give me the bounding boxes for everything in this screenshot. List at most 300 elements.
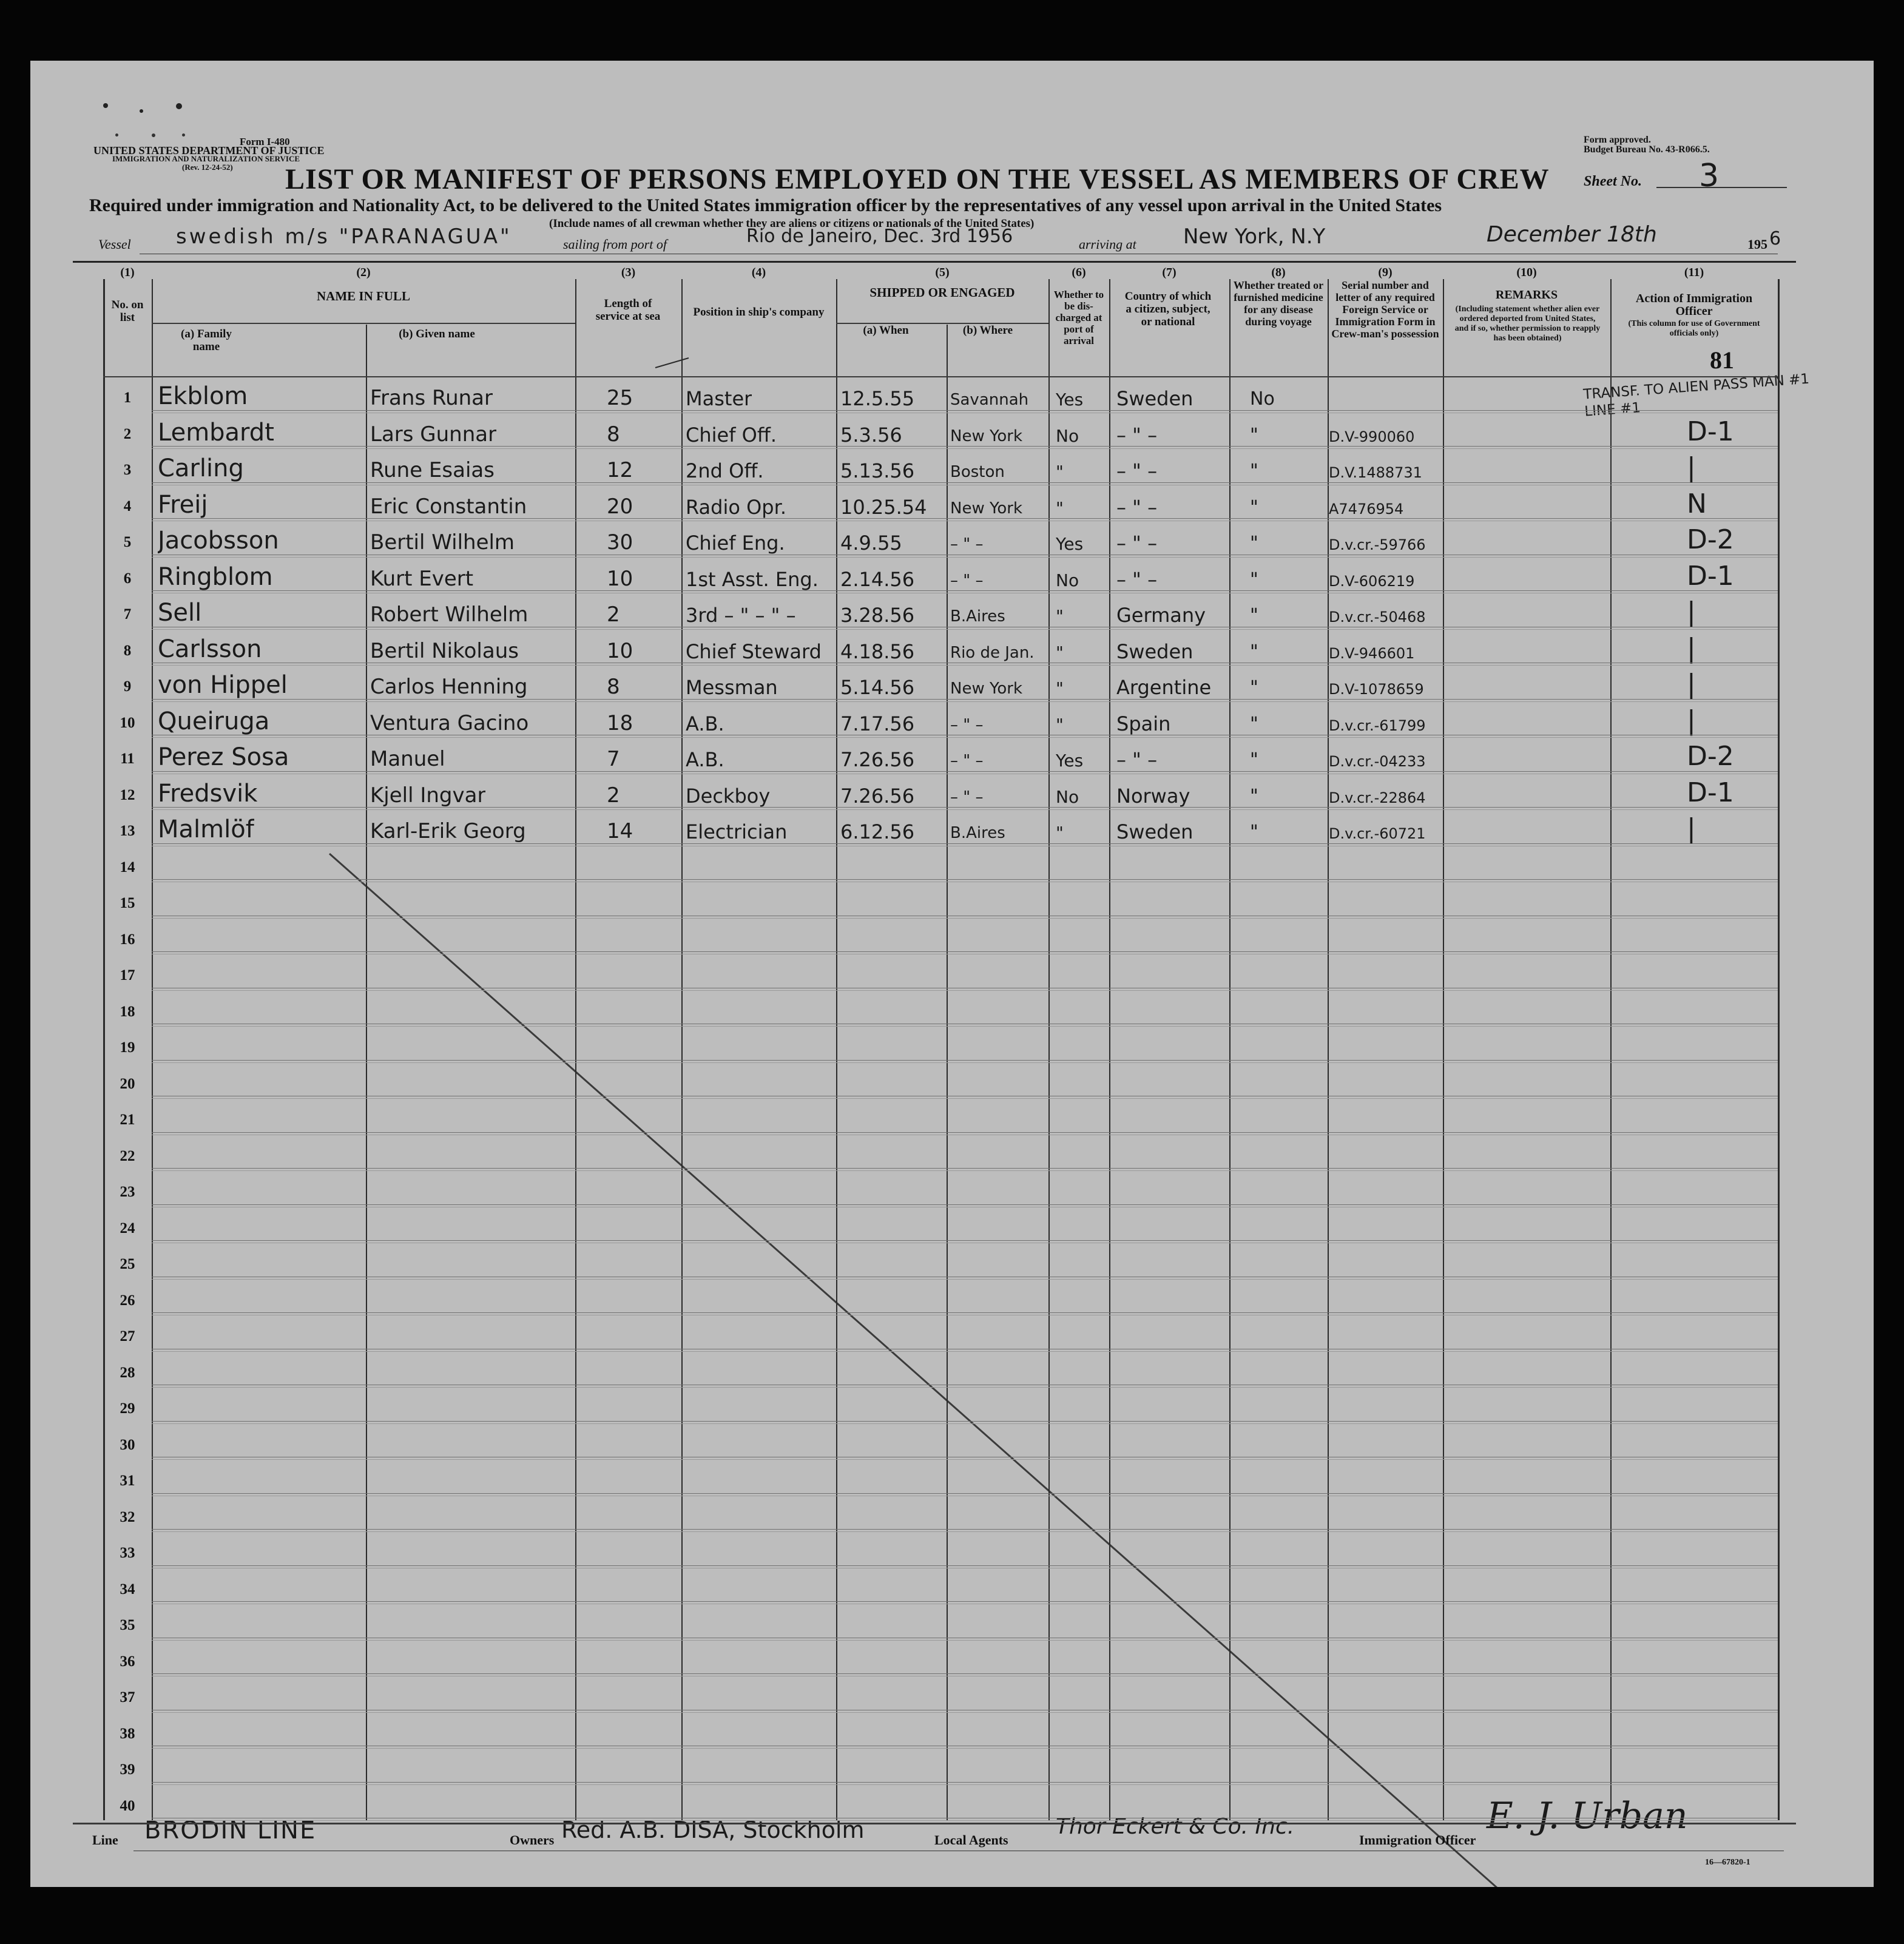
given-name: Bertil Nikolaus	[370, 638, 519, 663]
sailing-value: Rio de Janeiro, Dec. 3rd 1956	[746, 226, 1013, 247]
row-number: 39	[120, 1761, 135, 1778]
row-rule	[152, 1820, 1778, 1821]
row-number: 3	[123, 462, 132, 478]
discharged: "	[1056, 462, 1064, 482]
officer-action: D-1	[1687, 560, 1734, 592]
row-number: 19	[120, 1039, 135, 1056]
col3-heading: Length of service at sea	[595, 297, 661, 323]
table-column-rule	[103, 279, 105, 1820]
family-name: Jacobsson	[158, 527, 279, 555]
position: Master	[686, 387, 752, 410]
service-length: 10	[607, 566, 633, 591]
sailing-label: sailing from port of	[563, 237, 667, 252]
row-rule	[152, 1026, 1778, 1027]
table-column-rule	[1109, 279, 1110, 1820]
footer-code: 16—67820-1	[1705, 1858, 1750, 1867]
discharged: "	[1056, 606, 1064, 626]
row-rule	[152, 990, 1778, 991]
table-column-rule	[575, 279, 576, 1820]
row-rule	[152, 1132, 1778, 1133]
col10-number: (10)	[1516, 266, 1537, 279]
family-name: Perez Sosa	[158, 743, 289, 771]
row-rule	[152, 1493, 1778, 1494]
col3-number: (3)	[621, 266, 636, 279]
given-name: Carlos Henning	[370, 675, 528, 699]
row-rule	[152, 1531, 1778, 1532]
treated: "	[1250, 749, 1258, 771]
shipped-where: Rio de Jan.	[950, 643, 1035, 662]
col2a-heading: (a) Family name	[181, 328, 232, 353]
year-prefix: 195	[1747, 237, 1767, 252]
given-name: Eric Constantin	[370, 494, 527, 519]
given-name: Robert Wilhelm	[370, 602, 528, 627]
owners-value: Red. A.B. DISA, Stockholm	[561, 1817, 865, 1843]
col1-heading: No. on list	[111, 299, 144, 324]
discharged: No	[1056, 786, 1079, 807]
col7-heading: Country of which a citizen, subject, or national	[1124, 290, 1212, 328]
discharged: Yes	[1056, 751, 1084, 771]
row-number: 23	[120, 1184, 135, 1200]
shipped-when: 4.18.56	[840, 640, 915, 663]
officer-action: |	[1687, 452, 1696, 483]
form-number: Form I-480	[240, 136, 290, 147]
row-number: 7	[123, 606, 132, 623]
shipped-when: 6.12.56	[840, 820, 915, 843]
shipped-when: 7.26.56	[840, 748, 915, 771]
row-number: 4	[123, 498, 132, 515]
shipped-where: B.Aires	[950, 607, 1005, 626]
shipped-where: – " –	[950, 715, 984, 734]
cancel-line	[30, 61, 1874, 1887]
officer-action: N	[1687, 488, 1707, 519]
row-rule	[152, 1748, 1778, 1749]
row-number: 28	[120, 1364, 135, 1381]
row-number: 35	[120, 1617, 135, 1633]
position: 3rd – " – " –	[686, 604, 796, 627]
row-rule	[152, 590, 1778, 591]
arrival-date: December 18th	[1487, 222, 1657, 247]
serial-number: D.V-946601	[1329, 644, 1415, 662]
row-rule	[152, 879, 1778, 880]
service-length: 2	[607, 783, 620, 808]
row-rule	[152, 1423, 1778, 1424]
shipped-when: 3.28.56	[840, 604, 915, 627]
shipped-where: Boston	[950, 463, 1005, 481]
row-number: 36	[120, 1653, 135, 1670]
family-name: Freij	[158, 490, 208, 519]
row-rule	[152, 1784, 1778, 1785]
row-rule	[152, 1640, 1778, 1641]
budget-bureau: Budget Bureau No. 43-R066.5.	[1584, 144, 1710, 155]
row-rule	[152, 1351, 1778, 1352]
service-name: IMMIGRATION AND NATURALIZATION SERVICE	[112, 154, 300, 163]
serial-number: D.v.cr.-50468	[1329, 609, 1426, 626]
row-number: 5	[123, 534, 132, 550]
treated: "	[1250, 822, 1258, 843]
col6-number: (6)	[1072, 266, 1086, 279]
position: Electrician	[686, 820, 788, 843]
row-number: 12	[120, 786, 135, 803]
family-name: Carlsson	[158, 635, 262, 663]
row-number: 34	[120, 1581, 135, 1598]
country: Sweden	[1116, 640, 1193, 663]
service-length: 18	[607, 710, 633, 735]
treated: "	[1250, 641, 1258, 663]
row-number: 6	[123, 570, 132, 587]
row-number: 11	[120, 751, 135, 767]
given-name: Karl-Erik Georg	[370, 819, 526, 843]
discharged: Yes	[1056, 534, 1084, 554]
stamp-number: 81	[1710, 346, 1734, 374]
shipped-where: New York	[950, 499, 1023, 518]
col6-heading: Whether to be dis-charged at port of arrival	[1053, 289, 1104, 346]
country: Sweden	[1116, 820, 1193, 843]
row-number: 20	[120, 1075, 135, 1092]
row-rule	[152, 1240, 1778, 1241]
row-rule	[152, 1060, 1778, 1061]
given-name: Manuel	[370, 747, 445, 771]
col2-heading: NAME IN FULL	[316, 289, 410, 303]
col8-heading: Whether treated or furnished medicine for any disease during voyage	[1233, 279, 1324, 328]
row-number: 32	[120, 1508, 135, 1525]
discharged: "	[1056, 714, 1064, 735]
col9-heading: Serial number and letter of any required Foreign Service or Immigration Form in Crew-man's possession	[1331, 279, 1439, 340]
serial-number: D.v.cr.-59766	[1329, 536, 1426, 553]
position: 1st Asst. Eng.	[686, 567, 819, 591]
row-rule	[152, 448, 1778, 449]
row-rule	[152, 629, 1778, 630]
col11-subheading: (This column for use of Government officials only)	[1628, 319, 1760, 338]
shipped-where: New York	[950, 427, 1023, 445]
col5-number: (5)	[935, 266, 950, 279]
discharged: "	[1056, 678, 1064, 698]
table-column-rule	[1229, 279, 1231, 1820]
year-suffix: 6	[1769, 228, 1781, 249]
given-name: Kjell Ingvar	[370, 783, 486, 808]
given-name: Ventura Gacino	[370, 710, 529, 735]
country: – " –	[1116, 567, 1158, 591]
row-rule	[152, 951, 1778, 952]
country: Sweden	[1116, 387, 1193, 410]
header-bottom-rule	[103, 376, 1778, 377]
officer-action: |	[1687, 669, 1696, 700]
shipped-where: Savannah	[950, 391, 1029, 409]
shipped-where: B.Aires	[950, 824, 1005, 842]
shipped-when: 7.17.56	[840, 712, 915, 735]
row-rule	[152, 809, 1778, 810]
given-name: Rune Esaias	[370, 458, 495, 482]
col4-number: (4)	[751, 266, 766, 279]
officer-action: D-2	[1687, 524, 1734, 555]
serial-number: D.v.cr.-60721	[1329, 825, 1426, 842]
position: Messman	[686, 676, 778, 699]
table-bottom-rule	[73, 1823, 1796, 1824]
family-name: Ekblom	[158, 382, 248, 410]
position: Chief Off.	[686, 423, 777, 447]
position: 2nd Off.	[686, 459, 764, 482]
shipped-when: 12.5.55	[840, 387, 915, 410]
treated: "	[1250, 496, 1258, 518]
row-rule	[152, 737, 1778, 738]
col7-number: (7)	[1162, 266, 1176, 279]
sheet-label: Sheet No.	[1584, 174, 1642, 189]
row-rule	[152, 1421, 1778, 1422]
discharged: No	[1056, 425, 1079, 446]
country: – " –	[1116, 423, 1158, 447]
line-label: Line	[92, 1832, 118, 1848]
row-number: 9	[123, 678, 132, 695]
row-rule	[152, 1459, 1778, 1460]
table-column-rule	[152, 279, 153, 1820]
row-number: 37	[120, 1689, 135, 1706]
treated: "	[1250, 533, 1258, 554]
discharged: "	[1056, 642, 1064, 663]
col2-number: (2)	[356, 266, 371, 279]
service-length: 12	[607, 458, 633, 482]
row-number: 22	[120, 1147, 135, 1164]
country: – " –	[1116, 459, 1158, 482]
country: Spain	[1116, 712, 1171, 735]
serial-number: D.V-990060	[1329, 428, 1415, 445]
row-rule	[152, 1673, 1778, 1674]
treated: "	[1250, 424, 1258, 446]
officer-signature: E. J. Urban	[1487, 1795, 1688, 1837]
officer-action: D-1	[1687, 416, 1734, 447]
given-name: Kurt Evert	[370, 566, 474, 591]
form-approved: Form approved.	[1584, 135, 1651, 145]
table-column-rule	[1778, 279, 1780, 1820]
row-number: 33	[120, 1545, 135, 1561]
shipped-where: – " –	[950, 752, 984, 770]
agents-label: Local Agents	[934, 1832, 1008, 1848]
service-length: 2	[607, 602, 620, 627]
row-rule	[152, 1170, 1778, 1171]
row-rule	[152, 1312, 1778, 1313]
row-rule	[152, 482, 1778, 483]
family-name: Sell	[158, 599, 202, 627]
table-column-rule	[947, 325, 948, 1820]
table-column-rule	[366, 325, 367, 1820]
col8-number: (8)	[1271, 266, 1286, 279]
shipped-when: 10.25.54	[840, 495, 927, 519]
row-number: 15	[120, 895, 135, 911]
position: Radio Opr.	[686, 495, 786, 519]
serial-number: D.v.cr.-61799	[1329, 717, 1426, 734]
shipped-when: 5.14.56	[840, 676, 915, 699]
subtitle: Required under immigration and Nationality Act, to be delivered to the United States immigration officer by the representatives of any vessel upon arrival in the United States	[89, 195, 1442, 215]
treated: "	[1250, 785, 1258, 807]
row-rule	[152, 843, 1778, 844]
family-name: Lembardt	[158, 418, 274, 447]
given-name: Frans Runar	[370, 386, 493, 410]
serial-number: A7476954	[1329, 500, 1404, 518]
service-length: 25	[607, 386, 633, 410]
table-column-rule	[1610, 279, 1612, 1820]
family-name: Malmlöf	[158, 815, 254, 843]
country: Germany	[1116, 604, 1206, 627]
col4-heading: Position in ship's company	[693, 306, 825, 319]
discharged: Yes	[1056, 390, 1084, 410]
officer-action: D-1	[1687, 777, 1734, 808]
service-length: 14	[607, 819, 633, 843]
row-rule	[152, 1565, 1778, 1566]
service-length: 30	[607, 530, 633, 555]
discharged: No	[1056, 570, 1079, 590]
revision-date: (Rev. 12-24-52)	[182, 163, 233, 172]
position: A.B.	[686, 748, 724, 771]
family-name: von Hippel	[158, 671, 288, 699]
row-rule	[152, 1168, 1778, 1169]
crew-note: (Include names of all crewman whether they are aliens or citizens or nationals of the United States)	[549, 217, 1035, 230]
line-value: BRODIN LINE	[144, 1817, 317, 1844]
col5b-heading: (b) Where	[962, 324, 1013, 337]
shipped-when: 2.14.56	[840, 567, 915, 591]
table-column-rule	[1443, 279, 1444, 1820]
row-number: 25	[120, 1256, 135, 1272]
service-length: 7	[607, 747, 620, 771]
col11-heading: Action of Immigration Officer	[1635, 292, 1753, 318]
owners-label: Owners	[510, 1832, 555, 1848]
row-number: 21	[120, 1112, 135, 1128]
country: Norway	[1116, 784, 1190, 808]
service-length: 8	[607, 675, 620, 699]
treated: "	[1250, 569, 1258, 590]
given-name: Lars Gunnar	[370, 422, 497, 447]
table-column-rule	[1048, 279, 1050, 1820]
row-number: 24	[120, 1220, 135, 1237]
col2b-heading: (b) Given name	[399, 328, 475, 340]
shipped-when: 7.26.56	[840, 784, 915, 808]
page-title: LIST OR MANIFEST OF PERSONS EMPLOYED ON THE VESSEL AS MEMBERS OF CREW	[285, 163, 1550, 195]
sheet-number: 3	[1699, 158, 1720, 194]
given-name: Bertil Wilhelm	[370, 530, 515, 555]
row-rule	[152, 699, 1778, 700]
row-number: 27	[120, 1328, 135, 1345]
row-number: 29	[120, 1400, 135, 1417]
officer-action: |	[1687, 596, 1696, 627]
treated: "	[1250, 461, 1258, 482]
officer-action: |	[1687, 632, 1696, 664]
row-number: 14	[120, 859, 135, 876]
table-column-rule	[1328, 279, 1329, 1820]
col11-number: (11)	[1684, 266, 1704, 279]
row-number: 26	[120, 1292, 135, 1309]
row-rule	[152, 410, 1778, 411]
position: A.B.	[686, 712, 724, 735]
row-rule	[152, 1712, 1778, 1713]
serial-number: D.v.cr.-22864	[1329, 789, 1426, 806]
row-rule	[152, 665, 1778, 666]
row-number: 38	[120, 1725, 135, 1742]
row-rule	[152, 557, 1778, 558]
family-name: Fredsvik	[158, 779, 258, 808]
row-rule	[152, 1782, 1778, 1783]
col5a-heading: (a) When	[863, 324, 909, 337]
discharged: "	[1056, 823, 1064, 843]
row-number: 30	[120, 1436, 135, 1453]
row-rule	[152, 918, 1778, 919]
row-number: 40	[120, 1797, 135, 1814]
discharged: "	[1056, 498, 1064, 518]
country: Argentine	[1116, 676, 1212, 699]
col10-heading: REMARKS	[1495, 288, 1558, 302]
shipped-where: – " –	[950, 571, 984, 590]
header-subrule	[836, 323, 1048, 324]
treated: "	[1250, 713, 1258, 735]
transfer-note: TRANSF. TO ALIEN PASS MAN #1 LINE #1	[1582, 371, 1810, 420]
serial-number: D.V-1078659	[1329, 681, 1424, 698]
row-number: 13	[120, 823, 135, 839]
row-rule	[152, 807, 1778, 808]
col9-number: (9)	[1378, 266, 1393, 279]
shipped-where: – " –	[950, 788, 984, 806]
officer-action: |	[1687, 813, 1696, 844]
row-rule	[152, 1098, 1778, 1099]
position: Deckboy	[686, 784, 771, 808]
shipped-when: 5.3.56	[840, 423, 902, 447]
arriving-label: arriving at	[1079, 237, 1136, 252]
treated: No	[1250, 388, 1275, 410]
row-rule	[152, 1204, 1778, 1205]
vessel-value: swedish m/s "PARANAGUA"	[176, 224, 512, 249]
country: – " –	[1116, 532, 1158, 555]
serial-number: D.V.1488731	[1329, 464, 1422, 481]
row-rule	[152, 446, 1778, 447]
row-rule	[152, 1062, 1778, 1063]
row-rule	[152, 1529, 1778, 1530]
header-subrule	[152, 323, 575, 324]
row-number: 1	[123, 390, 132, 406]
row-number: 16	[120, 931, 135, 948]
family-name: Queiruga	[158, 707, 270, 735]
country: – " –	[1116, 748, 1158, 771]
service-length: 10	[607, 638, 633, 663]
arriving-value: New York, N.Y	[1183, 224, 1326, 249]
vessel-label: Vessel	[98, 237, 131, 252]
manifest-paper	[30, 61, 1874, 1887]
agents-value: Thor Eckert & Co. Inc.	[1056, 1814, 1295, 1839]
family-name: Ringblom	[158, 562, 273, 591]
officer-action: D-2	[1687, 741, 1734, 772]
col1-number: (1)	[120, 266, 135, 279]
officer-action: |	[1687, 704, 1696, 736]
country: – " –	[1116, 495, 1158, 519]
service-length: 8	[607, 422, 620, 447]
shipped-when: 4.9.55	[840, 532, 902, 555]
shipped-where: – " –	[950, 535, 984, 553]
department-name: UNITED STATES DEPARTMENT OF JUSTICE	[93, 144, 325, 157]
shipped-when: 5.13.56	[840, 459, 915, 482]
row-number: 17	[120, 967, 135, 984]
row-rule	[152, 1601, 1778, 1602]
position: Chief Steward	[686, 640, 822, 663]
serial-number: D.v.cr.-04233	[1329, 753, 1426, 770]
col10-subheading: (Including statement whether alien ever ordered deported from United States, and if so, whether permission to reapply has been obtained)	[1454, 305, 1601, 343]
family-name: Carling	[158, 454, 244, 482]
row-number: 10	[120, 714, 135, 731]
table-column-rule	[681, 279, 683, 1820]
row-rule	[152, 518, 1778, 519]
row-rule	[152, 771, 1778, 772]
position: Chief Eng.	[686, 532, 785, 555]
treated: "	[1250, 677, 1258, 698]
col5-heading: SHIPPED OR ENGAGED	[869, 285, 1015, 300]
row-rule	[152, 701, 1778, 702]
row-rule	[152, 1279, 1778, 1280]
row-number: 31	[120, 1473, 135, 1489]
row-number: 18	[120, 1003, 135, 1020]
shipped-where: New York	[950, 680, 1023, 698]
